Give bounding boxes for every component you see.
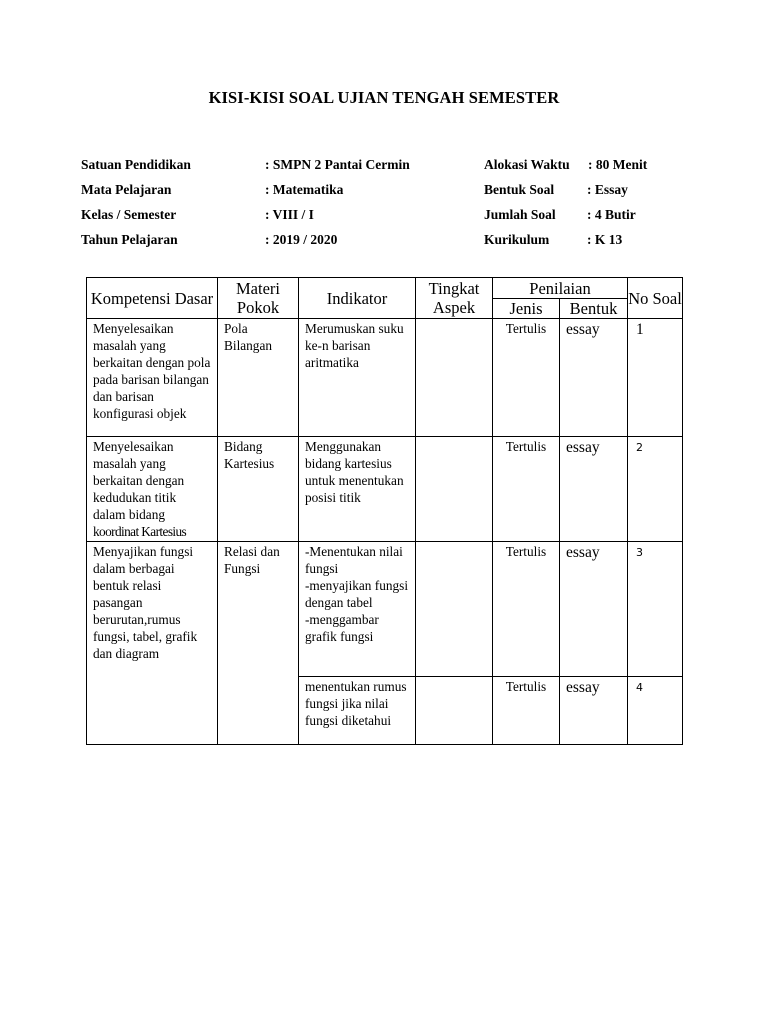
header-no-soal: No Soal [628,278,683,319]
indikator-cell: Merumuskan suku ke-n barisan aritmatika [299,319,416,437]
materi-cell: Pola Bilangan [218,319,299,437]
kd-cell: Menyelesaikan masalah yang berkaitan dengan pola pada barisan bilangan dan barisan konfigurasi objek [87,319,218,437]
header-kompetensi-dasar: Kompetensi Dasar [87,278,218,319]
table-row [87,542,683,677]
document-title: KISI-KISI SOAL UJIAN TENGAH SEMESTER [208,88,560,107]
tingkat-cell [416,542,493,677]
indikator-cell [299,542,416,677]
table-row [87,319,683,437]
header-bentuk: Bentuk [560,299,628,319]
jumlah-soal-label: Jumlah Soal [484,207,556,222]
tingkat-cell [416,319,493,437]
kd-cell: Menyajikan fungsi dalam berbagai bentuk relasi pasangan berurutan,rumus fungsi, tabel, grafik dan diagram [87,542,218,745]
header-materi-pokok: Materi Pokok [218,278,299,319]
table-row [87,437,683,542]
no-soal-cell: 2 [628,437,683,542]
header-jenis: Jenis [493,299,560,319]
header-row-1 [87,278,683,299]
satuan-label: Satuan Pendidikan [81,157,191,172]
alokasi-label: Alokasi Waktu [484,157,570,172]
kurikulum-value: : K 13 [587,232,623,247]
no-soal-cell: 3 [628,542,683,677]
alokasi-value: : 80 Menit [588,157,648,172]
jenis-cell: Tertulis [493,677,560,745]
tingkat-cell [416,437,493,542]
indikator-line: -Menentukan nilai fungsi [305,544,403,576]
materi-cell: Bidang Kartesius [218,437,299,542]
kelas-value: : VIII / I [265,207,314,222]
header-penilaian: Penilaian [493,278,628,299]
bentuk-cell: essay [560,677,628,745]
header-indikator: Indikator [299,278,416,319]
header-tingkat-aspek: Tingkat Aspek [416,278,493,319]
kd-cell [87,437,218,542]
indikator-cell: Menggunakan bidang kartesius untuk menentukan posisi titik [299,437,416,542]
kd-text: Menyelesaikan masalah yang berkaitan dengan kedudukan titik dalam bidang [93,439,185,522]
indikator-line: -menyajikan fungsi dengan tabel [305,578,409,610]
mapel-value: : Matematika [265,182,344,197]
bentuk-cell: essay [560,437,628,542]
mapel-label: Mata Pelajaran [81,182,172,197]
materi-cell: Relasi dan Fungsi [218,542,299,745]
tahun-label: Tahun Pelajaran [81,232,178,247]
indikator-cell: menentukan rumus fungsi jika nilai fungsi diketahui [299,677,416,745]
no-soal-cell: 4 [628,677,683,745]
tingkat-cell [416,677,493,745]
indikator-line: -menggambar grafik fungsi [305,612,379,644]
bentuk-soal-value: : Essay [587,182,628,197]
bentuk-cell: essay [560,319,628,437]
kelas-label: Kelas / Semester [81,207,177,222]
kisi-kisi-table [86,277,683,745]
no-soal-cell: 1 [628,319,683,437]
jenis-cell: Tertulis [493,319,560,437]
tahun-value: : 2019 / 2020 [265,232,338,247]
jenis-cell: Tertulis [493,437,560,542]
kd-text-condensed: koordinat Kartesius [93,524,187,539]
satuan-value: : SMPN 2 Pantai Cermin [265,157,410,172]
jumlah-soal-value: : 4 Butir [587,207,636,222]
bentuk-cell: essay [560,542,628,677]
kurikulum-label: Kurikulum [484,232,550,247]
jenis-cell: Tertulis [493,542,560,677]
bentuk-soal-label: Bentuk Soal [484,182,555,197]
